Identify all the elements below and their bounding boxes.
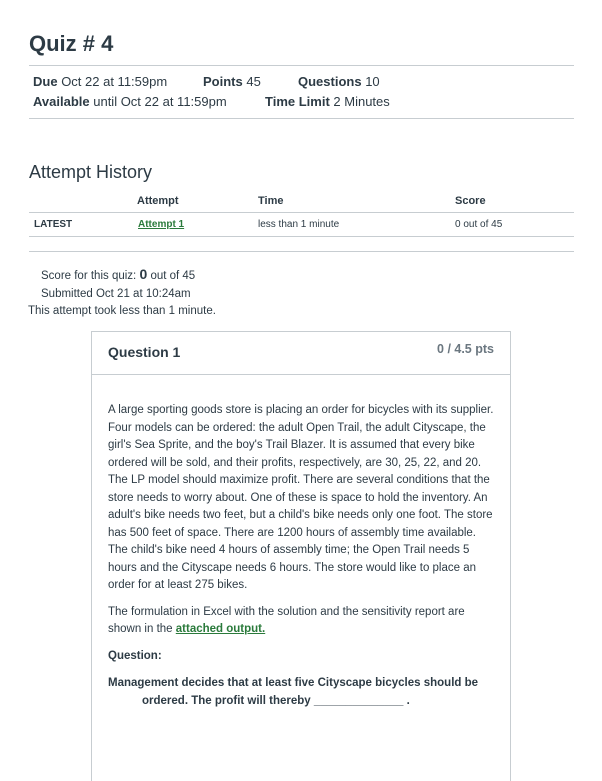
question-paragraph-1: A large sporting goods store is placing an order for bicycles with its supplier. Four models can be ordered: the adult Open Trail, the adult Cityscape, the girl's Sea Sprite, and the boy's Trail Blazer. It is assumed that every bike ordered will be sold, and their profits, respectively, are 30, 25, 22, and 20. The LP model should maximize profit. There are several conditions that the store needs to worry about. One of these is space to hold the inventory. An adult's bike needs two feet, but a child's bike needs only one foot. The store has 500 feet of space. There are 1200 hours of assembly time available. The child's bike need 4 hours of assembly time; the Open Trail needs 5 hours and the Cityscape needs 6 hours. The store would like to place an order for at least 275 bikes. (108, 404, 494, 591)
questions-meta (298, 74, 380, 89)
attached-output-link[interactable]: attached output. (175, 623, 266, 635)
quiz-meta-row-2 (33, 94, 390, 109)
col-header-score: Score (455, 195, 486, 207)
question-body (108, 402, 494, 710)
available-meta (33, 94, 265, 109)
time-limit-meta (265, 94, 390, 109)
question-points: 0 / 4.5 pts (437, 342, 494, 356)
attempt-score: 0 out of 45 (455, 219, 503, 230)
due-label: Due (33, 74, 58, 89)
attempt-time: less than 1 minute (258, 219, 340, 230)
question-header (92, 332, 510, 375)
time-limit-label: Time Limit (265, 94, 330, 109)
available-label: Available (33, 94, 90, 109)
attempt-link-cell (138, 219, 184, 230)
question-paragraph-2 (108, 604, 494, 639)
attempt-history-title: Attempt History (29, 162, 153, 182)
history-header-divider (29, 212, 574, 213)
history-bottom-divider (29, 251, 574, 252)
col-header-time: Time (258, 195, 284, 207)
question-label: Question: (108, 649, 162, 662)
question-prompt-line-1: Management decides that at least five Cityscape bicycles should be (108, 677, 479, 689)
due-meta (33, 74, 203, 89)
question-prompt (108, 674, 494, 710)
paragraph-2-text: The formulation in Excel with the solution and the sensitivity report are shown in the (108, 605, 465, 635)
attempt-1-link[interactable]: Attempt 1 (138, 219, 185, 230)
divider-top (29, 65, 574, 66)
score-prefix: Score for this quiz: (41, 270, 137, 282)
attempt-status: LATEST (34, 219, 73, 230)
col-header-attempt: Attempt (137, 195, 179, 207)
question-name: Question 1 (108, 344, 181, 360)
score-summary (41, 266, 195, 282)
question-card (91, 331, 511, 781)
divider-meta (29, 118, 574, 119)
points-meta (203, 74, 298, 89)
submitted-text: Submitted Oct 21 at 10:24am (41, 288, 191, 300)
question-prompt-line-2: ordered. The profit will thereby ______________ . (142, 695, 410, 707)
time-limit-value: 2 Minutes (333, 94, 390, 109)
points-label: Points (203, 74, 243, 89)
quiz-meta-row-1 (33, 74, 380, 89)
questions-value: 10 (365, 74, 380, 89)
due-value: Oct 22 at 11:59pm (61, 74, 168, 89)
history-row-divider (29, 236, 574, 237)
duration-text: This attempt took less than 1 minute. (28, 305, 216, 317)
score-value: 0 (139, 266, 148, 282)
quiz-title: Quiz # 4 (29, 31, 114, 56)
available-value: until Oct 22 at 11:59pm (93, 94, 227, 109)
points-value: 45 (246, 74, 261, 89)
questions-label: Questions (298, 74, 362, 89)
score-suffix: out of 45 (150, 270, 196, 282)
